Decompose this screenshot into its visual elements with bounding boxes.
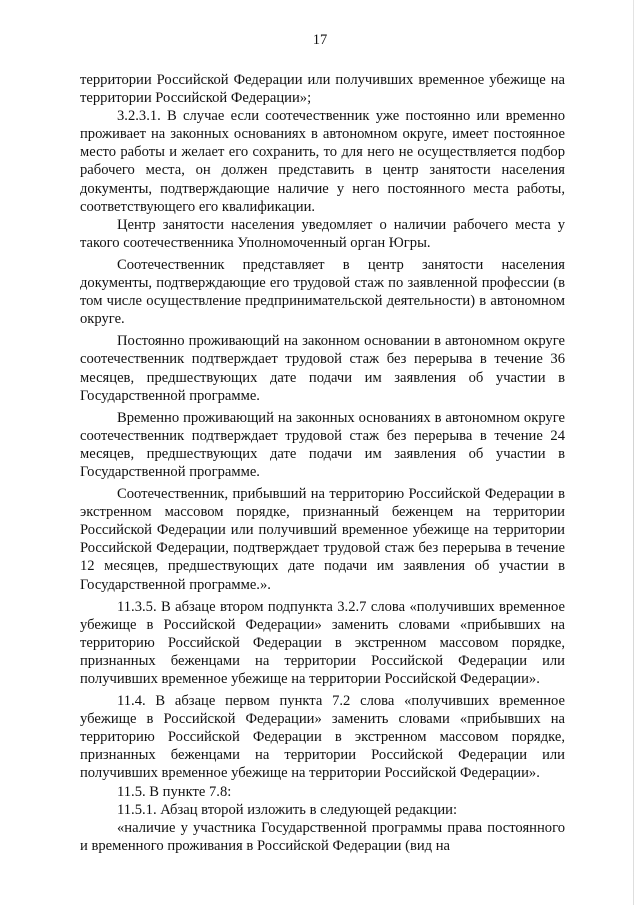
paragraph-11-5: 11.5. В пункте 7.8: — [117, 783, 232, 800]
paragraph-employment-center-notice: Центр занятости населения уведомляет о наличии рабочего места у такого соотечественника Уполномоченный орган Югры. — [80, 216, 565, 251]
paragraph-continuation: территории Российской Федерации или получивших временное убежище на территории Российской Федерации»; — [80, 72, 565, 107]
paragraph-3-2-3-1: 3.2.3.1. В случае если соотечественник уже постоянно или временно проживает на законных основаниях в автономном округе, имеет постоянное место работы и желает его сохранить, то для него не осуществляется подбор рабочего места, он должен представить в центр занятости населения документы, подтверждающие наличие у него постоянного места работы, соответствующего его квалификации. — [80, 108, 565, 215]
scan-edge-shadow — [633, 0, 634, 905]
paragraph-11-4: 11.4. В абзаце первом пункта 7.2 слова «получивших временное убежище в Российской Федерации» заменить словами «прибывших на территорию Российской Федерации в экстренном массовом порядке, признанных беженцами на территории Российской Федерации или получивших временное убежище на территории Российской Федерации». — [80, 693, 565, 782]
page-number: 17 — [312, 32, 328, 48]
paragraph-11-5-1: 11.5.1. Абзац второй изложить в следующей редакции: — [117, 801, 458, 818]
paragraph-new-wording: «наличие у участника Государственной программы права постоянного и временного проживания в Российской Федерации (вид на — [80, 819, 565, 854]
paragraph-temporary-resident-24-months: Временно проживающий на законных основаниях в автономном округе соотечественник подтверждает трудовой стаж без перерыва в течение 24 месяцев, предшествующих дате подачи им заявления об участии в Государственной программе. — [80, 409, 565, 480]
paragraph-refugee-12-months: Соотечественник, прибывший на территорию Российской Федерации в экстренном массовом порядке, признанный беженцем на территории Российской Федерации или получивший временное убежище на территории Российской Федерации, подтверждает трудовой стаж без перерыва в течение 12 месяцев, предшествующих дате подачи им заявления об участии в Государственной программе.». — [80, 486, 565, 593]
paragraph-11-3-5: 11.3.5. В абзаце втором подпункта 3.2.7 слова «получивших временное убежище в Российской Федерации» заменить словами «прибывших на территорию Российской Федерации в экстренном массовом порядке, признанных беженцами на территории Российской Федерации или получивших временное убежище на территории Российской Федерации». — [80, 598, 565, 687]
paragraph-permanent-resident-36-months: Постоянно проживающий на законном основании в автономном округе соотечественник подтверждает трудовой стаж без перерыва в течение 36 месяцев, предшествующих дате подачи им заявления об участии в Государственной программе. — [80, 333, 565, 404]
document-body — [80, 71, 565, 855]
paragraph-work-experience-documents: Соотечественник представляет в центр занятости населения документы, подтверждающие его трудовой стаж по заявленной профессии (в том числе осуществление предпринимательской деятельности) в автономном округе. — [80, 256, 565, 328]
